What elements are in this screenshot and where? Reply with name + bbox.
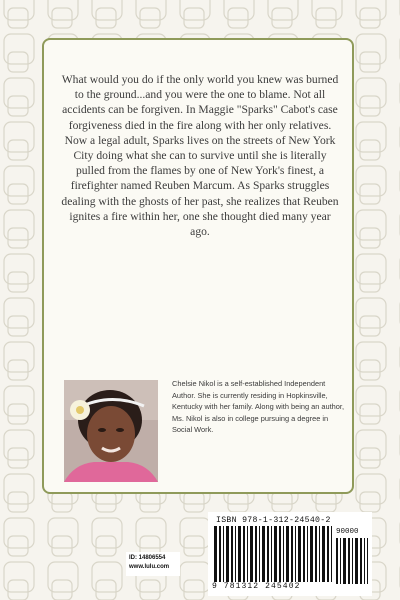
isbn-number: ISBN 978-1-312-24540-2 — [216, 516, 331, 525]
isbn-barcode — [208, 512, 372, 596]
publisher-label — [126, 552, 180, 576]
author-portrait-icon — [64, 380, 158, 482]
back-cover-panel — [42, 38, 354, 494]
price-code: 90000 — [336, 528, 359, 536]
barcode-bars — [214, 526, 332, 582]
publisher-url: www.lulu.com — [129, 564, 170, 570]
barcode-digits: 9 781312 245402 — [212, 582, 301, 591]
author-photo — [64, 380, 158, 482]
publisher-id: ID: 14806554 — [129, 555, 166, 561]
price-barcode-bars — [336, 538, 368, 584]
book-blurb: What would you do if the only world you knew was burned to the ground...and you were the one to blame. Not all accidents can be forgiven. In Maggie "Sparks" Cabot's case forgiveness died in the fire along with her only relatives. Now a legal adult, Sparks lives on the streets of New York City doing what she can to survive until she is literally pulled from the flames by one of New York's finest, a firefighter named Reuben Marcum. As Sparks struggles dealing with the ghosts of her past, she realizes that Reuben ignites a fire within her, one she thought died many year ago. — [61, 73, 339, 239]
author-bio: Chelsie Nikol is a self-established Independent Author. She is currently residing in Hopkinsville, Kentucky with her family. Along with being an author, Ms. Nikol is also in college pursuing a degree in Social Work. — [172, 379, 344, 435]
